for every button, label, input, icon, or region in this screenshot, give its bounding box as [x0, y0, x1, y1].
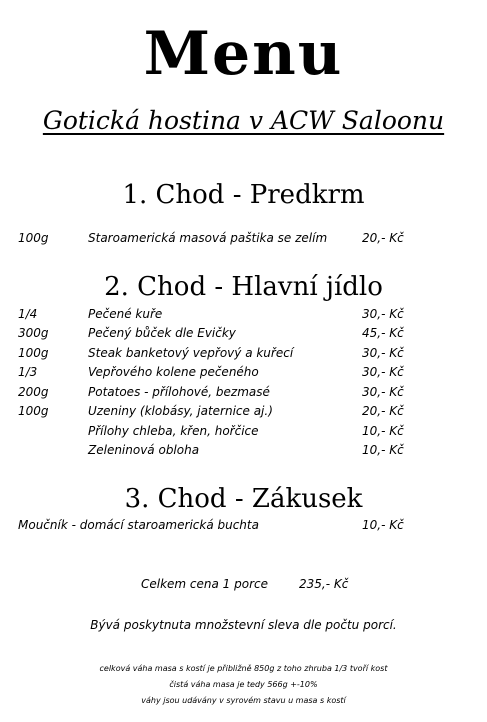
item-name: Uzeniny (klobásy, jaternice aj.) — [88, 404, 273, 418]
item-qty: 1/4 — [18, 307, 38, 321]
total-label: Celkem cena 1 porce — [141, 577, 269, 591]
item-price: 10,- Kč — [362, 518, 404, 532]
item-name: Moučník - domácí staroamerická buchta — [18, 518, 259, 532]
menu-title: Menu — [143, 19, 344, 89]
course-heading-main: 2. Chod - Hlavní jídlo — [104, 272, 383, 302]
footnote-line: váhy jsou udávány v syrovém stavu u masa s kostí — [141, 696, 346, 705]
footnote-line: čistá váha masa je tedy 566g +-10% — [169, 680, 318, 689]
item-qty: 300g — [18, 326, 49, 340]
item-name: Přílohy chleba, křen, hořčice — [88, 424, 259, 438]
item-name: Pečený bůček dle Evičky — [88, 326, 236, 340]
item-name: Vepřového kolene pečeného — [88, 365, 259, 379]
item-price: 20,- Kč — [362, 231, 404, 245]
item-qty: 200g — [18, 385, 49, 399]
item-qty: 100g — [18, 404, 49, 418]
item-name: Steak banketový vepřový a kuřecí — [88, 346, 294, 360]
item-price: 30,- Kč — [362, 346, 404, 360]
footnote-line: celková váha masa s kostí je přibližně 850g z toho zhruba 1/3 tvoří kost — [99, 664, 388, 673]
item-name: Zeleninová obloha — [88, 443, 200, 457]
total-value: 235,- Kč — [299, 577, 349, 591]
course-heading-starter: 1. Chod - Predkrm — [122, 180, 365, 210]
item-qty: 100g — [18, 346, 49, 360]
item-qty: 100g — [18, 231, 49, 245]
item-price: 30,- Kč — [362, 385, 404, 399]
item-name: Potatoes - přílohové, bezmasé — [88, 385, 270, 399]
item-price: 45,- Kč — [362, 326, 404, 340]
item-price: 30,- Kč — [362, 307, 404, 321]
item-name: Staroamerická masová paštika se zelím — [88, 231, 328, 245]
item-price: 10,- Kč — [362, 424, 404, 438]
course-heading-dessert: 3. Chod - Zákusek — [124, 484, 363, 514]
item-price: 10,- Kč — [362, 443, 404, 457]
discount-note: Bývá poskytnuta množstevní sleva dle počtu porcí. — [90, 618, 397, 632]
menu-subtitle: Gotická hostina v ACW Saloonu — [42, 106, 445, 135]
item-price: 20,- Kč — [362, 404, 404, 418]
item-name: Pečené kuře — [88, 307, 163, 321]
item-price: 30,- Kč — [362, 365, 404, 379]
item-qty: 1/3 — [18, 365, 38, 379]
